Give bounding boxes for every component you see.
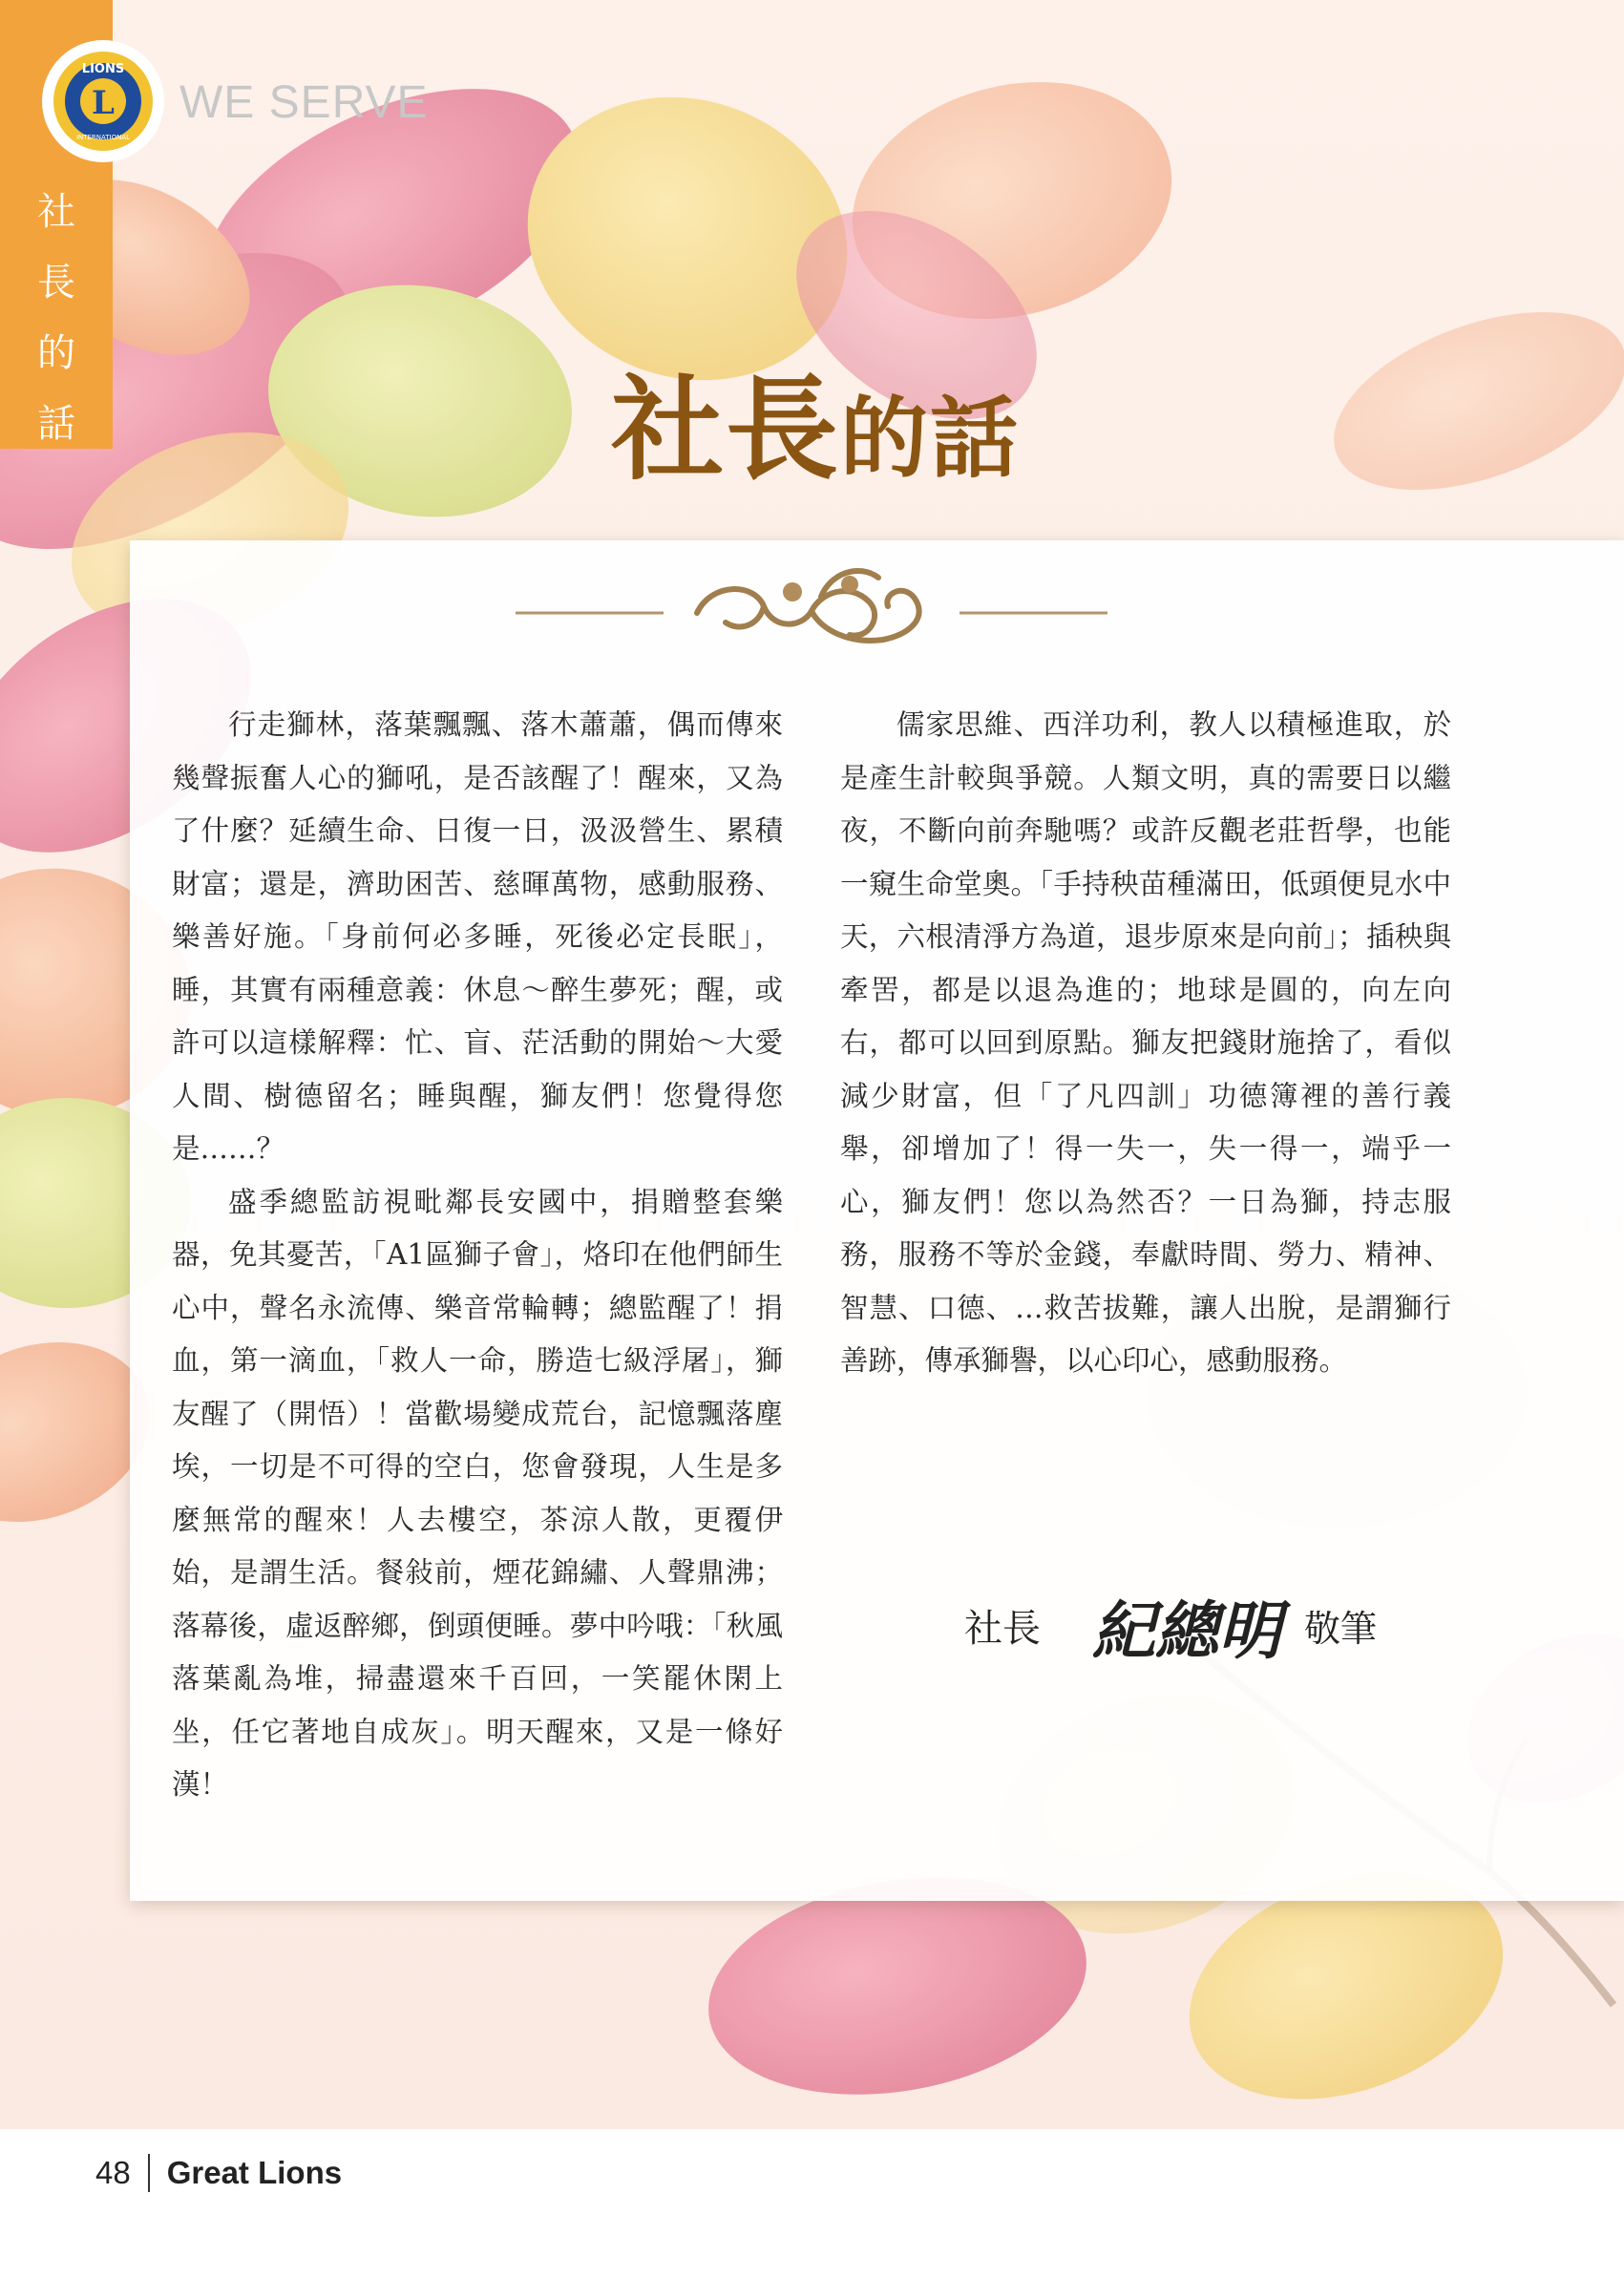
page-title-main: 社長 [611,364,841,496]
article-paragraph: 盛季總監訪視毗鄰長安國中，捐贈整套樂器，免其憂苦，「A1區獅子會」，烙印在他們師生心中，聲名永流傳、樂音常輪轉；總監醒了！捐血，第一滴血，「救人一命，勝造七級浮屠」，獅友醒了（開悟）！當歡場變成荒台，記憶飄落塵埃，一切是不可得的空白，您會發現，人生是多麼無常的醒來！人去樓空，茶涼人散，更覆伊始，是謂生活。餐敍前，煙花錦繡、人聲鼎沸；落幕後，虛返醉鄉，倒頭便睡。夢中吟哦：「秋風落葉亂為堆，掃盡還來千百回，一笑罷休閑上坐，任它著地自成灰」。明天醒來，又是一條好漢！ [172,1185,783,1801]
article-paragraph: 行走獅林，落葉飄飄、落木蕭蕭，偶而傳來幾聲振奮人心的獅吼，是否該醒了！醒來，又為了什麼？延續生命、日復一日，汲汲營生、累積財富；還是，濟助困苦、慈暉萬物，感動服務、樂善好施。「身前何必多睡，死後必定長眠」，睡，其實有兩種意義：休息～醉生夢死；醒，或許可以這樣解釋：忙、盲、茫活動的開始～大愛人間、樹德留名；睡與醒，獅友們！您覺得您是……？ [172,708,783,1165]
page-title [611,339,1020,501]
flourish-ornament-icon [506,554,1117,659]
article-left-column [172,699,783,1812]
we-serve-tagline: WE SERVE [179,77,429,128]
page-title-tail: 的話 [840,388,1021,490]
section-label-char: 長 [37,261,75,305]
section-label-char: 的 [37,331,75,375]
logo-text-top: LIONS [81,62,125,76]
section-label-char: 話 [37,402,75,446]
lions-international-logo [40,38,166,164]
logo-text-bottom: INTERNATIONAL [75,134,131,141]
logo-letter: L [92,84,115,122]
footer-divider [148,2154,150,2192]
section-label-char: 社 [37,190,75,234]
signature-name: 紀總明 [1092,1593,1281,1668]
article-paragraph: 儒家思維、西洋功利，教人以積極進取，於是產生計較與爭競。人類文明，真的需要日以繼夜，不斷向前奔馳嗎？或許反觀老莊哲學，也能一窺生命堂奧。「手持秧苗種滿田，低頭便見水中天，六根清淨方為道，退步原來是向前」；插秧與牽罟，都是以退為進的；地球是圓的，向左向右，都可以回到原點。獅友把錢財施捨了，看似減少財富，但「了凡四訓」功德簿裡的善行義舉，卻增加了！得一失一，失一得一，端乎一心，獅友們！您以為然否？一日為獅，持志服務，服務不等於金錢，奉獻時間、勞力、精神、智慧、口德、…救苦拔難，讓人出脫，是謂獅行善跡，傳承獅譽，以心印心，感動服務。 [840,708,1451,1377]
page-footer [95,2154,342,2192]
section-label [0,177,113,459]
signature-closing: 敬筆 [1304,1608,1378,1650]
article-right-column [840,699,1451,1388]
signature-title: 社長 [964,1607,1041,1651]
magazine-name: Great Lions [166,2155,343,2190]
signature-block [964,1580,1377,1671]
page-number: 48 [95,2155,131,2190]
